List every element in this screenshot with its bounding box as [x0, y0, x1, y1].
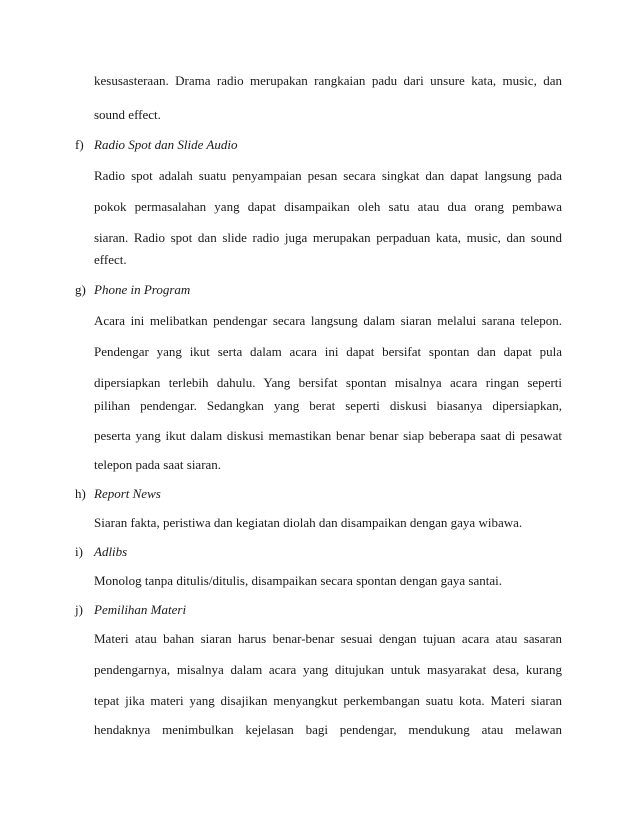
paragraph-line: Radio spot adalah suatu penyampaian pesan secara singkat dan dapat langsung pada [94, 168, 562, 183]
paragraph-line: sound effect. [94, 107, 161, 122]
list-item-title: Adlibs [94, 544, 128, 559]
list-item-heading [75, 282, 562, 298]
list-item-heading [75, 602, 562, 618]
list-marker: g) [75, 282, 86, 297]
paragraph-line: effect. [94, 252, 127, 267]
paragraph-line: kesusasteraan. Drama radio merupakan rangkaian padu dari unsure kata, music, dan [94, 73, 562, 88]
paragraph-line: tepat jika materi yang disajikan menyangkut perkembangan suatu kota. Materi siaran [94, 693, 562, 708]
list-marker: f) [75, 137, 84, 152]
paragraph-line: Siaran fakta, peristiwa dan kegiatan diolah dan disampaikan dengan gaya wibawa. [94, 515, 523, 530]
paragraph-line: siaran. Radio spot dan slide radio juga merupakan perpaduan kata, music, dan sound [94, 230, 562, 245]
paragraph-line: Acara ini melibatkan pendengar secara langsung dalam siaran melalui sarana telepon. [94, 313, 562, 328]
paragraph-line: Monolog tanpa ditulis/ditulis, disampaikan secara spontan dengan gaya santai. [94, 573, 502, 588]
list-item-title: Report News [94, 486, 161, 501]
list-item-title: Pemilihan Materi [94, 602, 187, 617]
list-item-title: Radio Spot dan Slide Audio [94, 137, 238, 152]
list-item-heading [75, 137, 562, 153]
paragraph-line: Pendengar yang ikut serta dalam acara ini dapat bersifat spontan dan dapat pula [94, 344, 562, 359]
list-marker: j) [75, 602, 83, 617]
paragraph-line: pendengarnya, misalnya dalam acara yang ditujukan untuk masyarakat desa, kurang [94, 662, 562, 677]
list-marker: i) [75, 544, 83, 559]
paragraph-line: peserta yang ikut dalam diskusi memastikan benar benar siap beberapa saat di pesawat [94, 428, 562, 443]
list-item-heading [75, 486, 562, 502]
paragraph-line: pokok permasalahan yang dapat disampaikan oleh satu atau dua orang pembawa [94, 199, 562, 214]
paragraph-line: Materi atau bahan siaran harus benar-benar sesuai dengan tujuan acara atau sasaran [94, 631, 562, 646]
list-item-title: Phone in Program [94, 282, 191, 297]
list-marker: h) [75, 486, 86, 501]
paragraph-line: hendaknya menimbulkan kejelasan bagi pendengar, mendukung atau melawan [94, 722, 562, 737]
paragraph-line: telepon pada saat siaran. [94, 457, 222, 472]
list-item-heading [75, 544, 562, 560]
paragraph-line: dipersiapkan terlebih dahulu. Yang bersifat spontan misalnya acara ringan seperti [94, 375, 562, 390]
paragraph-line: pilihan pendengar. Sedangkan yang berat seperti diskusi biasanya dipersiapkan, [94, 398, 562, 413]
